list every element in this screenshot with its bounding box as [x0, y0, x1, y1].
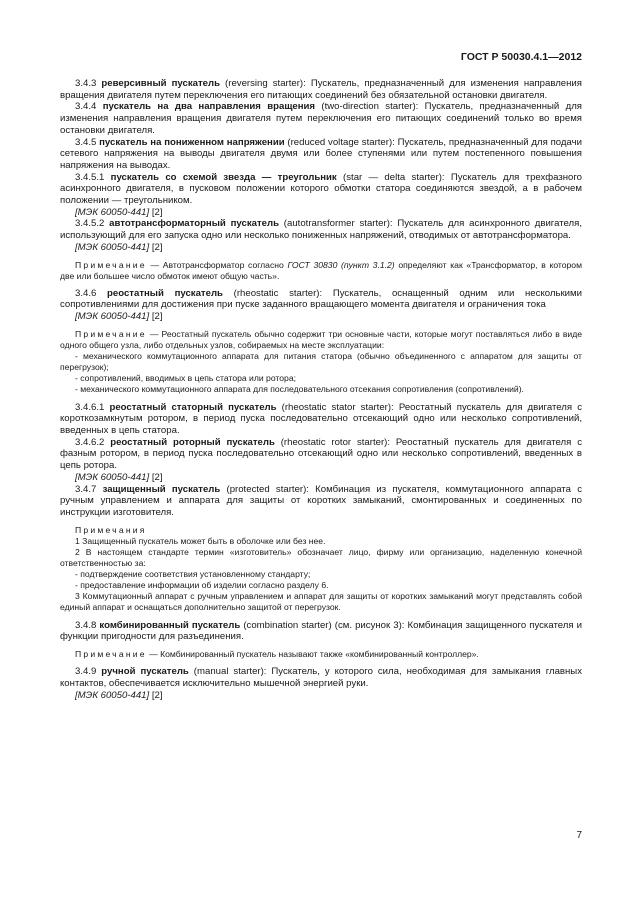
- notes-heading: Примечания: [75, 524, 147, 535]
- note-list-item: - механического коммутационного аппарата для последовательного отсекания сопротивления (сопротивлений).: [75, 383, 524, 394]
- note-item: - подтверждение соответствия установленному стандарту;: [75, 568, 311, 579]
- entry-3-4-6-1: 3.4.6.1 реостатный статорный пускатель (rheostatic stator starter): Реостатный пускатель для двигателя с короткозамкнутым ротором, в период пуска последовательно отсекающий одно или несколько сопротивлений, введенных в цепь статора.: [60, 401, 582, 437]
- reference: [МЭК 60050-441] [2]: [75, 241, 163, 253]
- entry-3-4-5-1: 3.4.5.1 пускатель со схемой звезда — треугольник (star — delta starter): Пускатель для трехфазного асинхронного двигателя, в пусковом положении которого обмотки статора соединяются звездой, а в рабочем положении — треугольником.: [60, 171, 582, 207]
- page-number: 7: [576, 830, 582, 841]
- entry-3-4-5: 3.4.5 пускатель на пониженном напряжении (reduced voltage starter): Пускатель, предназначенный для подачи сетевого напряжения на выводы двигателя двумя или более ступенями или путем постепенного повышения напряжения на выводах.: [60, 136, 582, 171]
- note-item: 3 Коммутационный аппарат с ручным управлением и аппарат для защиты от коротких замыканий могут представлять собой единый аппарат и оснащаться дополнительно защитой от перегрузок.: [60, 590, 582, 612]
- document-body: [60, 78, 582, 701]
- note-item: - предоставление информации об изделии согласно разделу 6.: [75, 579, 329, 590]
- entry-3-4-6: 3.4.6 реостатный пускатель (rheostatic starter): Пускатель, оснащенный одним или несколькими сопротивлениями для достижения при пуске заданного вращающего момента двигателя и ограничения тока: [60, 287, 582, 311]
- entry-3-4-5-2: 3.4.5.2 автотрансформаторный пускатель (autotransformer starter): Пускатель для асинхронного двигателя, использующий для его запуска одно или несколько пониженных напряжений, отводимых от автотрансформатора.: [60, 218, 582, 242]
- reference: [МЭК 60050-441] [2]: [75, 206, 163, 218]
- note-autotransformer: Примечание — Автотрансформатор согласно ГОСТ 30830 (пункт 3.1.2) определяют как «Трансформатор, в котором две или большее число обмоток имеют общую часть».: [60, 259, 582, 281]
- note-list-item: - механического коммутационного аппарата для питания статора (обычно объединенного с аппаратом для защиты от перегрузок);: [60, 350, 582, 372]
- entry-3-4-7: 3.4.7 защищенный пускатель (protected starter): Комбинация из пускателя, коммутационного аппарата с ручным управлением и аппарата для защиты от коротких замыканий, смонтированных и соединенных по инструкции изготовителя.: [60, 483, 583, 518]
- entry-3-4-3: 3.4.3 реверсивный пускатель (reversing starter): Пускатель, предназначенный для изменения направления вращения двигателя путем переключения его питающих соединений без обязательной остановки двигателя.: [60, 78, 582, 101]
- document-header: ГОСТ Р 50030.4.1—2012: [460, 51, 582, 63]
- entry-3-4-9: 3.4.9 ручной пускатель (manual starter): Пускатель, у которого сила, необходимая для замыкания главных контактов, обеспечивается исключительно мышечной энергией руки.: [60, 666, 582, 689]
- reference: [МЭК 60050-441] [2]: [75, 310, 163, 322]
- reference: [МЭК 60050-441] [2]: [75, 471, 163, 483]
- entry-3-4-8: 3.4.8 комбинированный пускатель (combination starter) (см. рисунок 3): Комбинация защищенного пускателя и функции пригодности для разъединения.: [60, 619, 582, 643]
- note-combination: Примечание — Комбинированный пускатель называют также «комбинированный контроллер».: [75, 649, 479, 660]
- entry-3-4-4: 3.4.4 пускатель на два направления вращения (two-direction starter): Пускатель, предназначенный для изменения направления вращения двигателя путем переключения его питающих соединений только во время остановки двигателя.: [60, 101, 582, 136]
- note-rheostatic: Примечание — Реостатный пускатель обычно содержит три основные части, которые могут поставляться либо в виде одного общего узла, либо отдельных узлов, собираемых на месте эксплуатации:: [60, 328, 582, 350]
- reference: [МЭК 60050-441] [2]: [75, 689, 163, 701]
- note-list-item: - сопротивлений, вводимых в цепь статора или ротора;: [75, 372, 296, 383]
- entry-3-4-6-2: 3.4.6.2 реостатный роторный пускатель (rheostatic rotor starter): Реостатный пускатель для двигателя с фазным ротором, в период пуска последовательно отсекающий одно или несколько сопротивлений, введенных в цепь ротора.: [60, 436, 582, 472]
- note-item: 1 Защищенный пускатель может быть в оболочке или без нее.: [75, 535, 326, 546]
- note-item: 2 В настоящем стандарте термин «изготовитель» обозначает лицо, фирму или организацию, наделенную конечной ответственностью за:: [60, 546, 582, 568]
